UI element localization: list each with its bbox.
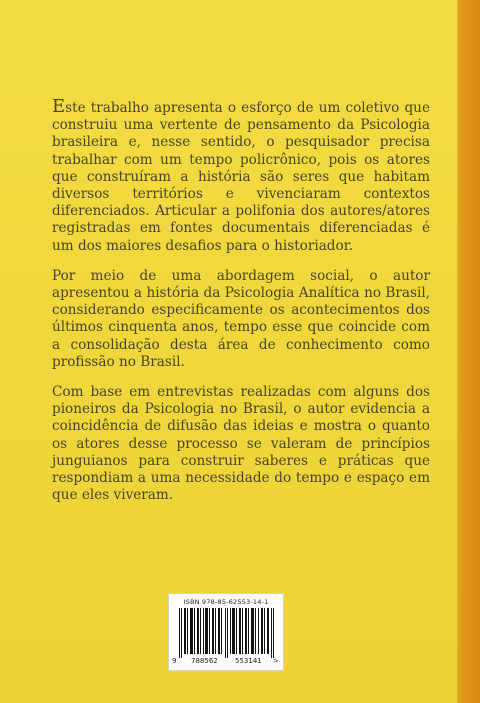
- paragraph-3: [52, 384, 430, 504]
- barcode-digits-right: 553141: [235, 657, 262, 665]
- paragraph-1-text: ste trabalho apresenta o esforço de um coletivo que construiu uma vertente de pensamento da Psicologia brasileira e, nesse sentido, o pesquisador precisa trabalhar com um tempo policrônico, pois os atores que construíram a história são seres que habitam diversos territórios e vivenciaram contextos diferenciados. Articular a polifonia dos autores/atores registradas em fontes documentais diferenciadas é um dos maiores desafios para o historiador.: [52, 100, 430, 254]
- isbn-label: ISBN 978-85-62553-14-1: [183, 598, 269, 606]
- book-spine: [458, 0, 480, 703]
- barcode-digits-left: 788562: [191, 657, 218, 665]
- isbn-barcode: [168, 593, 284, 671]
- paragraph-1: [52, 98, 430, 255]
- paragraph-2: [52, 268, 430, 371]
- paragraph-3-text: Com base em entrevistas realizadas com alguns dos pioneiros da Psicologia no Brasil, o autor evidencia a coincidência de difusão das ideias e mostra o quanto os atores desse processo se valeram de princípios junguianos para construir saberes e práticas que respondiam a uma necessidade do tempo e espaço em que eles viveram.: [52, 384, 430, 504]
- paragraph-2-text: Por meio de uma abordagem social, o autor apresentou a história da Psicologia Analítica no Brasil, considerando especificamente os acontecimentos dos últimos cinquenta anos, tempo esse que coincide com a consolidação desta área de conhecimento como profissão no Brasil.: [52, 267, 430, 370]
- back-cover-text: [52, 98, 430, 517]
- barcode-digit-prefix: 9: [172, 657, 177, 665]
- dropcap-letter: E: [52, 96, 66, 117]
- barcode-quiet-zone-mark: >: [273, 657, 279, 665]
- barcode-graphic: [179, 608, 277, 658]
- barcode-bars: [179, 608, 277, 658]
